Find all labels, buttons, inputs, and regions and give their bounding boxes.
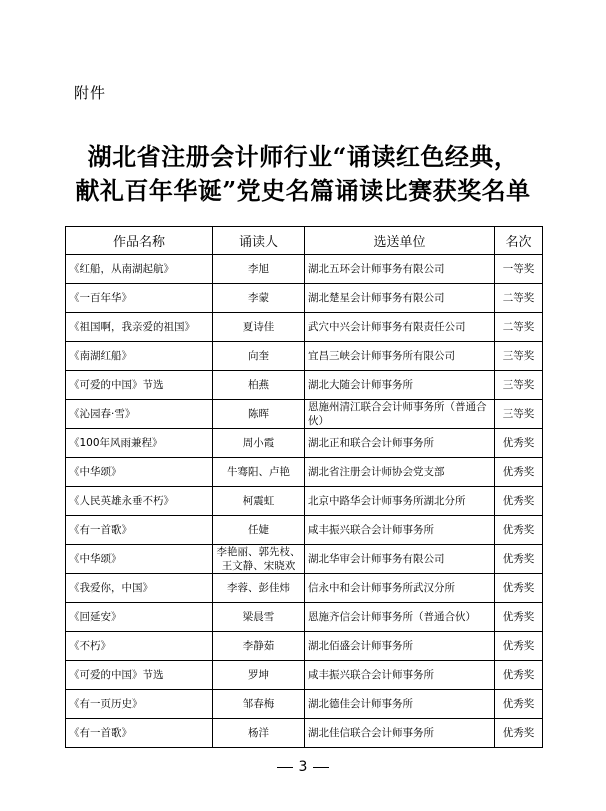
work-cell: 《我爱你，中国》 (66, 574, 213, 603)
reader-cell: 陈晖 (213, 400, 305, 429)
table-row (66, 342, 543, 371)
rank-cell: 优秀奖 (495, 661, 543, 690)
rank-cell: 优秀奖 (495, 603, 543, 632)
page-number-dash-right (313, 767, 329, 768)
reader-cell: 向奎 (213, 342, 305, 371)
reader-cell: 李静茹 (213, 632, 305, 661)
unit-cell: 武穴中兴会计师事务有限责任公司 (305, 313, 495, 342)
reader-cell: 李艳丽、郭先枝、王文静、宋晓欢 (213, 545, 305, 574)
table-row (66, 458, 543, 487)
table-row (66, 313, 543, 342)
table-row (66, 516, 543, 545)
document-title-line-2: 献礼百年华诞”党史名篇诵读比赛获奖名单 (75, 176, 531, 205)
unit-cell: 恩施齐信会计师事务所（普通合伙） (305, 603, 495, 632)
unit-cell: 信永中和会计师事务所武汉分所 (305, 574, 495, 603)
work-cell: 《中华颂》 (66, 458, 213, 487)
document-title-line-1: 湖北省注册会计师行业“诵读红色经典， (87, 142, 519, 171)
table-row (66, 255, 543, 284)
table-row (66, 400, 543, 429)
work-cell: 《100年风雨兼程》 (66, 429, 213, 458)
reader-cell: 夏诗佳 (213, 313, 305, 342)
reader-cell: 邹春梅 (213, 690, 305, 719)
table-row (66, 429, 543, 458)
work-cell: 《南湖红船》 (66, 342, 213, 371)
page-number-dash-left (277, 767, 293, 768)
attachment-label: 附件 (74, 84, 107, 102)
rank-cell: 二等奖 (495, 313, 543, 342)
unit-cell: 宜昌三峡会计师事务所有限公司 (305, 342, 495, 371)
work-cell: 《祖国啊，我亲爱的祖国》 (66, 313, 213, 342)
unit-cell: 咸丰振兴联合会计师事务所 (305, 516, 495, 545)
unit-cell: 湖北五环会计师事务有限公司 (305, 255, 495, 284)
unit-cell: 湖北省注册会计师协会党支部 (305, 458, 495, 487)
table-row (66, 603, 543, 632)
reader-cell: 任婕 (213, 516, 305, 545)
reader-cell: 杨洋 (213, 719, 305, 748)
rank-cell: 三等奖 (495, 371, 543, 400)
unit-cell: 湖北德佳会计师事务所 (305, 690, 495, 719)
header-rank: 名次 (495, 227, 543, 255)
unit-cell: 湖北华审会计师事务有限公司 (305, 545, 495, 574)
table-row (66, 632, 543, 661)
work-cell: 《可爱的中国》节选 (66, 661, 213, 690)
reader-cell: 柏燕 (213, 371, 305, 400)
table-row (66, 661, 543, 690)
reader-cell: 梁晨雪 (213, 603, 305, 632)
reader-cell: 李旭 (213, 255, 305, 284)
header-unit: 选送单位 (305, 227, 495, 255)
work-cell: 《一百年华》 (66, 284, 213, 313)
rank-cell: 优秀奖 (495, 574, 543, 603)
header-reader: 诵读人 (213, 227, 305, 255)
work-cell: 《回延安》 (66, 603, 213, 632)
unit-cell: 恩施州清江联合会计师事务所（普通合伙） (305, 400, 495, 429)
unit-cell: 湖北佳信联合会计师事务所 (305, 719, 495, 748)
work-cell: 《可爱的中国》节选 (66, 371, 213, 400)
reader-cell: 李蓉、彭佳炜 (213, 574, 305, 603)
header-work: 作品名称 (66, 227, 213, 255)
rank-cell: 三等奖 (495, 342, 543, 371)
table-row (66, 487, 543, 516)
rank-cell: 二等奖 (495, 284, 543, 313)
unit-cell: 咸丰振兴联合会计师事务所 (305, 661, 495, 690)
work-cell: 《有一首歌》 (66, 719, 213, 748)
page-number-value: 3 (298, 759, 308, 775)
unit-cell: 湖北正和联合会计师事务所 (305, 429, 495, 458)
work-cell: 《有一页历史》 (66, 690, 213, 719)
table-row (66, 371, 543, 400)
work-cell: 《不朽》 (66, 632, 213, 661)
unit-cell: 湖北大随会计师事务所 (305, 371, 495, 400)
reader-cell: 牛骞阳、卢艳 (213, 458, 305, 487)
unit-cell: 北京中路华会计师事务所湖北分所 (305, 487, 495, 516)
reader-cell: 柯震虹 (213, 487, 305, 516)
awards-table (65, 226, 543, 748)
reader-cell: 李蒙 (213, 284, 305, 313)
rank-cell: 优秀奖 (495, 719, 543, 748)
unit-cell: 湖北楚星会计师事务有限公司 (305, 284, 495, 313)
rank-cell: 优秀奖 (495, 516, 543, 545)
work-cell: 《红船，从南湖起航》 (66, 255, 213, 284)
work-cell: 《有一首歌》 (66, 516, 213, 545)
reader-cell: 罗坤 (213, 661, 305, 690)
rank-cell: 优秀奖 (495, 545, 543, 574)
table-row (66, 284, 543, 313)
rank-cell: 优秀奖 (495, 487, 543, 516)
work-cell: 《中华颂》 (66, 545, 213, 574)
table-row (66, 545, 543, 574)
rank-cell: 优秀奖 (495, 632, 543, 661)
rank-cell: 一等奖 (495, 255, 543, 284)
rank-cell: 优秀奖 (495, 429, 543, 458)
rank-cell: 优秀奖 (495, 690, 543, 719)
page-number (0, 759, 606, 775)
table-row (66, 719, 543, 748)
table-row (66, 690, 543, 719)
table-header-row (66, 227, 543, 255)
unit-cell: 湖北佰盛会计师事务所 (305, 632, 495, 661)
rank-cell: 三等奖 (495, 400, 543, 429)
reader-cell: 周小霞 (213, 429, 305, 458)
rank-cell: 优秀奖 (495, 458, 543, 487)
work-cell: 《人民英雄永垂不朽》 (66, 487, 213, 516)
table-row (66, 574, 543, 603)
work-cell: 《沁园春·雪》 (66, 400, 213, 429)
